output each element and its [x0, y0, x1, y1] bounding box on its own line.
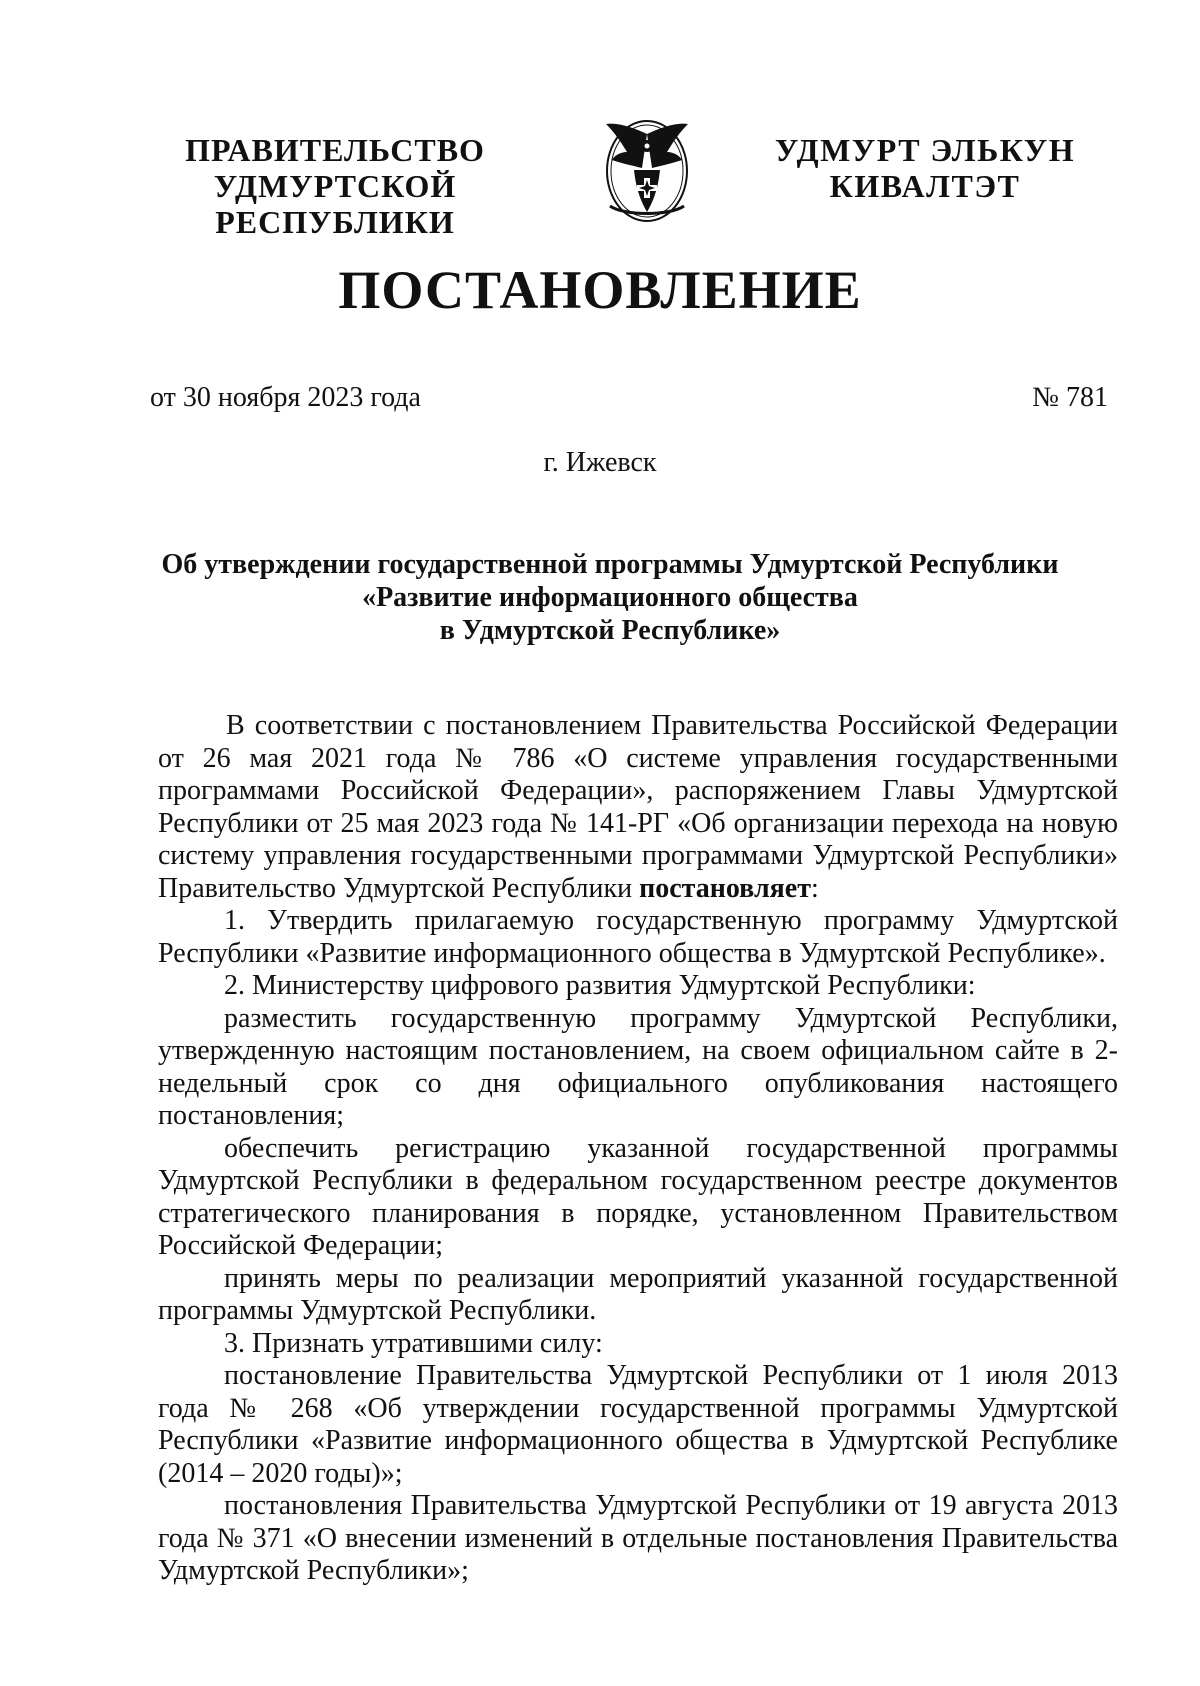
preamble-text: В соответствии с постановлением Правительства Российской Федерации от 26 мая 2021 года № 786 «О системе управления государственными программами Российской Федерации», распоряжением Главы Удмуртской Республики от 25 мая 2023 года № 141-РГ «Об организации перехода на новую систему управления государственными программами Удмуртской Республики» Правительство Удмуртской Республики: [158, 710, 1118, 904]
body-paragraph: 2. Министерству цифрового развития Удмуртской Республики:: [224, 970, 976, 1001]
document-subject: [120, 548, 1100, 647]
header-line: УДМУРТСКОЙ РЕСПУБЛИКИ: [213, 168, 457, 240]
document-date: от 30 ноября 2023 года: [150, 382, 421, 413]
body-paragraph: постановление Правительства Удмуртской Республики от 1 июля 2013 года № 268 «Об утверждении государственной программы Удмуртской Республики «Развитие информационного общества в Удмуртской Республике (2014 – 2020 годы)»;: [158, 1360, 1118, 1489]
subject-line: «Развитие информационного общества: [362, 582, 858, 613]
body-paragraph: принять меры по реализации мероприятий указанной государственной программы Удмуртской Республики.: [158, 1262, 1118, 1326]
header-government-udm: [760, 132, 1090, 204]
document-city: г. Ижевск: [543, 447, 657, 478]
decree-colon: :: [810, 872, 819, 904]
document-body: [158, 710, 1118, 1588]
header-line: УДМУРТ ЭЛЬКУН: [774, 132, 1076, 168]
document-number: № 781: [1032, 382, 1108, 413]
header-line: ПРАВИТЕЛЬСТВО: [185, 132, 485, 168]
body-paragraph: обеспечить регистрацию указанной государственной программы Удмуртской Республики в федеральном государственном реестре документов стратегического планирования в порядке, установленном Правительством Российской Федерации;: [158, 1132, 1118, 1261]
body-paragraph: 1. Утвердить прилагаемую государственную программу Удмуртской Республики «Развитие информационного общества в Удмуртской Республике».: [158, 905, 1118, 969]
body-paragraph: постановления Правительства Удмуртской Республики от 19 августа 2013 года № 371 «О внесении изменений в отдельные постановления Правительства Удмуртской Республики»;: [158, 1490, 1118, 1586]
preamble-paragraph: [158, 710, 1118, 905]
header-government-ru: [100, 132, 570, 240]
body-paragraph: 3. Признать утратившими силу:: [224, 1327, 603, 1359]
subject-line: Об утверждении государственной программы Удмуртской Республики: [161, 549, 1059, 580]
body-paragraph: разместить государственную программу Удмуртской Республики, утвержденную настоящим постановлением, на своем официальном сайте в 2-недельный срок со дня официального опубликования настоящего постановления;: [158, 1002, 1118, 1131]
decree-word: постановляет: [639, 872, 811, 904]
header-line: КИВАЛТЭТ: [829, 168, 1021, 204]
subject-line: в Удмуртской Республике»: [439, 615, 781, 646]
document-type: ПОСТАНОВЛЕНИЕ: [338, 260, 862, 320]
coat-of-arms-icon: [590, 108, 710, 230]
